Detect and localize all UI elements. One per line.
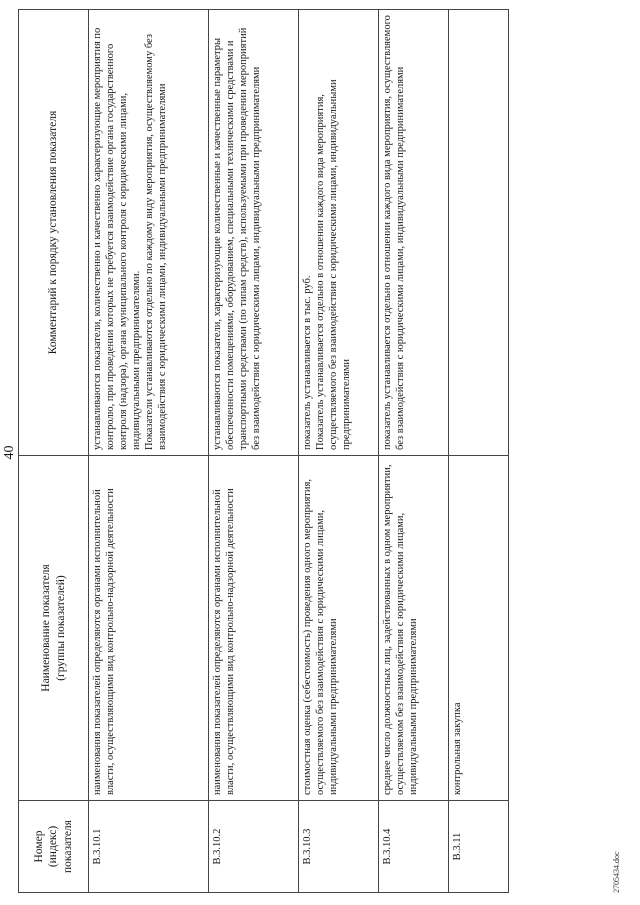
comment-paragraph: показатель устанавливается отдельно в отношении каждого вида мероприятия, осуществляемого без взаимодействия с юридическими лицами, индивидуальными предпринимателями: [382, 15, 407, 450]
table-header-row: [19, 10, 89, 893]
row-code: В.3.10.3: [299, 801, 379, 893]
row-name: среднее число должностных лиц, задействованных в одном мероприятии, осуществляемом без взаимодействия с юридическими лицами, индивидуальными предпринимателями: [379, 456, 449, 801]
row-name: наименования показателей определяются органами исполнительной власти, осуществляющими вид контрольно-надзорной деятельности: [209, 456, 299, 801]
table-row: [209, 10, 299, 893]
header-name: [19, 456, 89, 801]
row-comment: [209, 10, 299, 456]
comment-paragraph: устанавливаются показатели, характеризующие количественные и качественные параметры обеспеченности помещениями, оборудованием, специальными техническими средствами и транспортными средствами (по типам средств), используемыми при проведении мероприятий без взаимодействия с юридическими лицами, индивидуальными предпринимателями: [212, 27, 263, 450]
row-code: В.3.10.1: [89, 801, 209, 893]
row-comment: [449, 10, 509, 456]
header-name-line: Наименование показателя: [40, 564, 53, 692]
header-number-line: показателя: [61, 820, 74, 873]
table-row: [379, 10, 449, 893]
header-name-line: (группы показателей): [54, 575, 67, 681]
row-name: наименования показателей определяются органами исполнительной власти, осуществляющими вид контрольно-надзорной деятельности: [89, 456, 209, 801]
table-row: [89, 10, 209, 893]
row-code: В.3.11: [449, 801, 509, 893]
row-comment: [379, 10, 449, 456]
header-number-line: Номер: [32, 830, 45, 863]
row-name: контрольная закупка: [449, 456, 509, 801]
header-number-line: (индекс): [47, 825, 60, 868]
footer-file-name: 2705434.doc: [612, 851, 621, 893]
comment-paragraph: устанавливаются показатели, количественно и качественно характеризующие мероприятия по контролю, при проведении которых не требуется взаимодействие органа государственного контроля (надзора), органа муниципального контроля с юридическими лицами, индивидуальными предпринимателями.: [92, 27, 143, 450]
table-row: [299, 10, 379, 893]
row-name: стоимостная оценка (себестоимость) проведения одного мероприятия, осуществляемого без взаимодействия с юридическими лицами, индивидуальными предпринимателями: [299, 456, 379, 801]
row-comment: [89, 10, 209, 456]
indicators-table: [18, 9, 509, 893]
page-number: 40: [2, 445, 17, 460]
row-code: В.3.10.4: [379, 801, 449, 893]
comment-paragraph: Показатели устанавливаются отдельно по каждому виду мероприятия, осуществляемому без взаимодействия с юридическими лицами, индивидуальными предпринимателями: [144, 34, 169, 450]
comment-paragraph: показатель устанавливается в тыс. руб.: [302, 275, 313, 450]
table-row: [449, 10, 509, 893]
header-number: [19, 801, 89, 893]
row-comment: [299, 10, 379, 456]
row-code: В.3.10.2: [209, 801, 299, 893]
header-comment: Комментарий к порядку установления показателя: [19, 10, 89, 456]
comment-paragraph: Показатель устанавливается отдельно в отношении каждого вида мероприятия, осуществляемого без взаимодействия с юридическими лицами, индивидуальными предпринимателями: [315, 79, 353, 450]
